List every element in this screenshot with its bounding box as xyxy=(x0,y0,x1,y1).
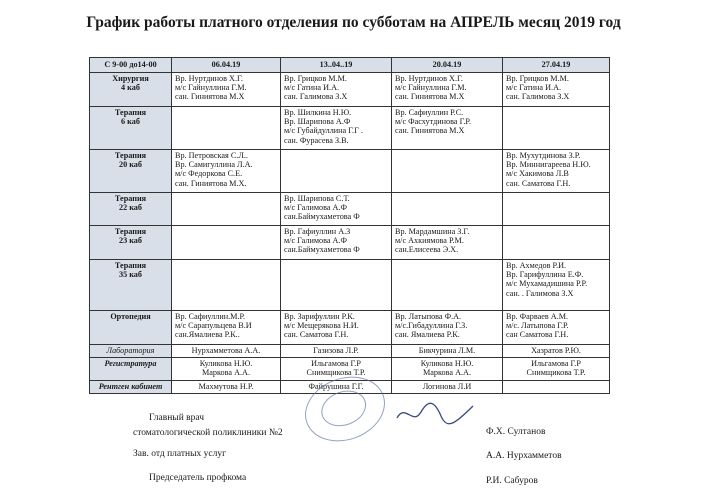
department-line: Терапия xyxy=(114,194,147,203)
table-row xyxy=(90,311,610,345)
staff-line: м/с Мухамадишина Р.Р. xyxy=(506,279,588,289)
staff-line: Ильгамова Г.Р xyxy=(311,359,361,368)
department-cell xyxy=(90,107,172,150)
staff-cell xyxy=(392,73,503,107)
staff-line: сан. . Галимова З.Х xyxy=(506,288,574,298)
signature-name: Р.И. Сабуров xyxy=(486,476,538,486)
staff-line: Махмутова Н.Р. xyxy=(198,382,254,391)
table-row xyxy=(90,260,610,311)
department-line: 23 каб xyxy=(118,236,142,246)
staff-cell xyxy=(392,345,503,358)
staff-line: м/с Мещерякова Н.И. xyxy=(284,321,359,331)
department-line: Терапия xyxy=(114,151,147,160)
staff-cell xyxy=(503,226,610,260)
staff-cell xyxy=(392,226,503,260)
staff-line: м/с Губайдуллина Г.Г . xyxy=(284,126,363,136)
staff-cell xyxy=(503,107,610,150)
department-cell xyxy=(90,150,172,193)
staff-cell xyxy=(503,345,610,358)
department-line: Терапия xyxy=(114,261,147,270)
staff-cell xyxy=(503,193,610,226)
table-row xyxy=(90,226,610,260)
staff-cell xyxy=(392,260,503,311)
department-cell xyxy=(90,311,172,345)
staff-line: м/с Гатина И.А. xyxy=(284,83,340,93)
staff-cell xyxy=(503,381,610,394)
staff-line: Куликова Н.Ю. xyxy=(199,359,253,368)
header-row xyxy=(90,58,610,73)
staff-cell xyxy=(172,345,281,358)
staff-line: сан.Баймухаметова Ф xyxy=(284,212,360,222)
staff-line: Логинова Л.И xyxy=(422,382,472,391)
staff-line: сан.Баймухаметова Ф xyxy=(284,245,360,255)
staff-cell xyxy=(281,107,392,150)
signature-mark xyxy=(395,398,475,428)
staff-line: Вр. Зарифуллин Р.К. xyxy=(284,312,355,321)
staff-cell xyxy=(172,73,281,107)
department-cell: Лаборатория xyxy=(90,345,172,358)
staff-line: Вр. Фарваев А.М. xyxy=(506,312,569,321)
staff-line: сан. Саматова Г.Н. xyxy=(506,178,571,188)
staff-cell xyxy=(281,345,392,358)
signature-role: Председатель профкома xyxy=(149,473,247,483)
staff-line: м/с Хакимова Л.В xyxy=(506,169,569,179)
staff-cell xyxy=(281,226,392,260)
department-line: Хирургия xyxy=(112,74,149,83)
staff-line: сан. Галимова З.Х xyxy=(284,92,348,102)
staff-line: Вр. Латыпова Ф.А. xyxy=(395,312,462,321)
staff-cell xyxy=(503,73,610,107)
staff-line: Ильгамова Г.Р xyxy=(531,359,581,368)
department-line: 6 каб xyxy=(121,117,140,127)
department-cell xyxy=(90,193,172,226)
table-row xyxy=(90,73,610,107)
staff-line: м/с.Гибадуллина Г.З. xyxy=(395,321,468,331)
header-time: С 9-00 до14-00 xyxy=(90,58,172,73)
staff-cell xyxy=(392,311,503,345)
table-row xyxy=(90,107,610,150)
staff-cell xyxy=(172,260,281,311)
department-cell xyxy=(90,226,172,260)
staff-line: м/с Фасхутдинова Г.Р. xyxy=(395,117,472,127)
page-title: График работы платного отделения по субботам на АПРЕЛЬ месяц 2019 год xyxy=(86,14,621,31)
department-line: Ортопедия xyxy=(110,312,151,321)
staff-cell xyxy=(172,381,281,394)
staff-line: Маркова А.А. xyxy=(422,368,472,378)
staff-line: м/с Ахкиямова Р.М. xyxy=(395,236,464,246)
header-date-3: 20.04.19 xyxy=(392,58,503,73)
department-line: Терапия xyxy=(114,108,147,117)
department-cell: Рентген кабинет xyxy=(90,381,172,394)
staff-line: Файрушина Г.Г. xyxy=(308,382,364,391)
header-date-4: 27.04.19 xyxy=(503,58,610,73)
staff-line: Маркова А.А. xyxy=(201,368,251,378)
staff-line: Газизова Л.Р. xyxy=(313,346,359,355)
staff-line: сан. Гиниятова М.Х xyxy=(395,92,465,102)
staff-line: Вр. Нуртдинов Х.Г. xyxy=(175,74,243,83)
staff-line: Вр. Шарипова С.Т. xyxy=(284,194,350,203)
header-date-2: 13..04..19 xyxy=(281,58,392,73)
staff-cell xyxy=(503,150,610,193)
signature-role: Главный врач xyxy=(149,413,204,423)
staff-line: Вр. Нуртдинов Х.Г. xyxy=(395,74,463,83)
staff-line: Нурхамметова А.А. xyxy=(191,346,261,355)
staff-cell xyxy=(172,226,281,260)
staff-line: м/с Галимова А.Ф xyxy=(284,236,347,246)
staff-cell xyxy=(281,73,392,107)
staff-line: Вр. Самигуллина Л.А. xyxy=(175,160,253,170)
staff-line: м/с. Латыпова Г.Р. xyxy=(506,321,569,331)
department-cell: Регистратура xyxy=(90,358,172,381)
staff-line: Вр. Петровская С.Л.. xyxy=(175,151,248,160)
staff-cell xyxy=(503,358,610,381)
department-line: 4 каб xyxy=(121,83,140,93)
department-cell xyxy=(90,73,172,107)
staff-cell xyxy=(172,193,281,226)
staff-cell xyxy=(392,150,503,193)
table-row xyxy=(90,150,610,193)
staff-line: сан. Гиниятова М.Х. xyxy=(175,178,247,188)
schedule-table xyxy=(89,57,610,394)
signature-role: Зав. отд платных услуг xyxy=(133,449,226,459)
staff-line: сан. Саматова Г.Н. xyxy=(284,330,349,340)
staff-cell xyxy=(392,193,503,226)
staff-cell xyxy=(172,358,281,381)
staff-line: м/с Гатина И.А. xyxy=(506,83,562,93)
table-row xyxy=(90,193,610,226)
staff-cell xyxy=(172,311,281,345)
staff-line: Вр. Грицков М.М. xyxy=(284,74,347,83)
staff-line: Вр. Шилкина Н.Ю. xyxy=(284,108,352,117)
staff-line: Бикчурина Л.М. xyxy=(418,346,476,355)
header-date-1: 06.04.19 xyxy=(172,58,281,73)
staff-line: Вр. Сафиуллин.М.Р. xyxy=(175,312,246,321)
department-line: 22 каб xyxy=(118,203,142,213)
staff-cell xyxy=(281,193,392,226)
staff-line: сан. Галимова З.Х xyxy=(506,92,570,102)
staff-line: сан.Ямалиева Р.К.. xyxy=(175,330,240,340)
signature-role: стоматологической поликлиники №2 xyxy=(133,428,283,438)
staff-line: Хазратов Р.Ю. xyxy=(531,346,581,355)
staff-line: м/с Галимова А.Ф xyxy=(284,203,347,213)
department-line: Терапия xyxy=(114,227,147,236)
signature-name: А.А. Нурхамметов xyxy=(486,451,562,461)
staff-line: Вр. Миннигареева Н.Ю. xyxy=(506,160,591,170)
staff-cell xyxy=(503,260,610,311)
staff-line: Вр. Гарифуллина Е.Ф. xyxy=(506,270,584,280)
department-cell xyxy=(90,260,172,311)
staff-line: Вр. Гафиуллин А.З xyxy=(284,227,351,236)
staff-cell xyxy=(281,358,392,381)
staff-line: Снимщикова Т.Р. xyxy=(526,368,586,378)
staff-line: Вр. Мухутдинова З.Р. xyxy=(506,151,581,160)
staff-cell xyxy=(172,107,281,150)
staff-line: Вр. Шарипова А.Ф xyxy=(284,117,351,127)
staff-line: Вр. Ахмедов Р.И. xyxy=(506,261,567,270)
staff-line: сан. Фурасева З.В. xyxy=(284,135,349,145)
staff-line: Куликова Н.Ю. xyxy=(420,359,474,368)
staff-line: сан. Гиниятова М.Х xyxy=(395,126,465,136)
staff-cell xyxy=(172,150,281,193)
staff-cell xyxy=(281,311,392,345)
staff-cell xyxy=(392,358,503,381)
staff-cell xyxy=(281,150,392,193)
staff-line: сан Саматова Г.Н. xyxy=(506,330,569,340)
staff-cell xyxy=(392,107,503,150)
staff-line: сан.Елисеева Э.Х. xyxy=(395,245,459,255)
staff-cell xyxy=(503,311,610,345)
staff-line: сан. Гиниятова М.Х xyxy=(175,92,245,102)
staff-line: сан. Ямалиева Р.К. xyxy=(395,330,460,340)
staff-cell xyxy=(281,260,392,311)
staff-line: Вр. Сафиуллин Р.С. xyxy=(395,108,464,117)
department-line: 20 каб xyxy=(118,160,142,170)
staff-line: Снимщикова Т.Р. xyxy=(306,368,366,378)
staff-line: Вр. Мардамшина З.Г. xyxy=(395,227,470,236)
staff-line: м/с Сарапульцева В.И xyxy=(175,321,252,331)
staff-line: м/с Гайнуллина Г.М. xyxy=(395,83,467,93)
staff-line: м/с Гайнуллина Г.М. xyxy=(175,83,247,93)
staff-cell xyxy=(392,381,503,394)
signature-name: Ф.Х. Султанов xyxy=(486,427,546,437)
staff-line: м/с Федоркова С.Е. xyxy=(175,169,243,179)
table-row xyxy=(90,345,610,358)
department-line: 35 каб xyxy=(118,270,142,280)
staff-line: Вр. Грицков М.М. xyxy=(506,74,569,83)
